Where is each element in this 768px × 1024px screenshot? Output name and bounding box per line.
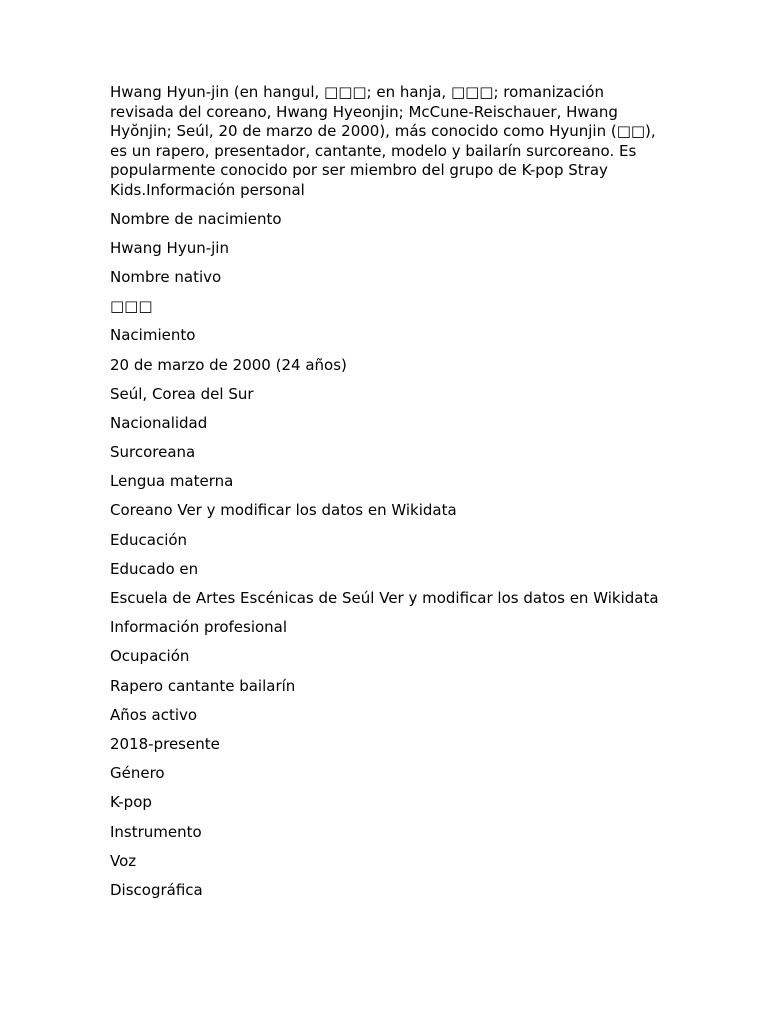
field-label-instrument: Instrumento: [110, 822, 202, 841]
field-value-birth-name: Hwang Hyun-jin: [110, 238, 229, 257]
field-label-educated-at: Educado en: [110, 559, 199, 578]
field-value-birth-date: 20 de marzo de 2000 (24 años): [110, 355, 347, 374]
field-label-genre: Género: [110, 764, 165, 783]
intro-paragraph: Hwang Hyun-jin (en hangul, □□□; en hanja, □□□; romanización revisada del coreano, Hwang Hyeonjin; McCune-Reischauer, Hwang Hyŏnjin; Seúl, 20 de marzo de 2000), más conocido como Hyunjin (□□), es un rapero, presentador, cantante, modelo y bailarín surcoreano. Es popularmente conocido por ser miembro del grupo de K-pop Stray Kids.Información personal: [110, 83, 656, 199]
field-label-native-name: Nombre nativo: [110, 267, 222, 286]
field-label-record-label: Discográfica: [110, 880, 203, 899]
field-value-years-active: 2018-presente: [110, 734, 220, 753]
field-value-genre: K-pop: [110, 793, 152, 812]
field-label-birth: Nacimiento: [110, 326, 196, 345]
field-label-native-language: Lengua materna: [110, 472, 234, 491]
field-value-instrument: Voz: [110, 851, 137, 870]
document-page: [110, 83, 670, 910]
field-value-occupation: Rapero cantante bailarín: [110, 676, 296, 695]
section-heading-education: Educación: [110, 530, 188, 549]
field-label-occupation: Ocupación: [110, 647, 190, 666]
field-value-native-language: Coreano Ver y modificar los datos en Wikidata: [110, 501, 457, 520]
field-value-nationality: Surcoreana: [110, 443, 196, 462]
field-value-native-name: □□□: [110, 297, 153, 316]
field-value-educated-at: Escuela de Artes Escénicas de Seúl Ver y modificar los datos en Wikidata: [110, 589, 659, 607]
field-label-years-active: Años activo: [110, 705, 198, 724]
section-heading-professional-info: Información profesional: [110, 618, 288, 637]
field-label-nationality: Nacionalidad: [110, 413, 208, 432]
field-label-birth-name: Nombre de nacimiento: [110, 209, 282, 228]
field-value-birth-place: Seúl, Corea del Sur: [110, 384, 254, 403]
